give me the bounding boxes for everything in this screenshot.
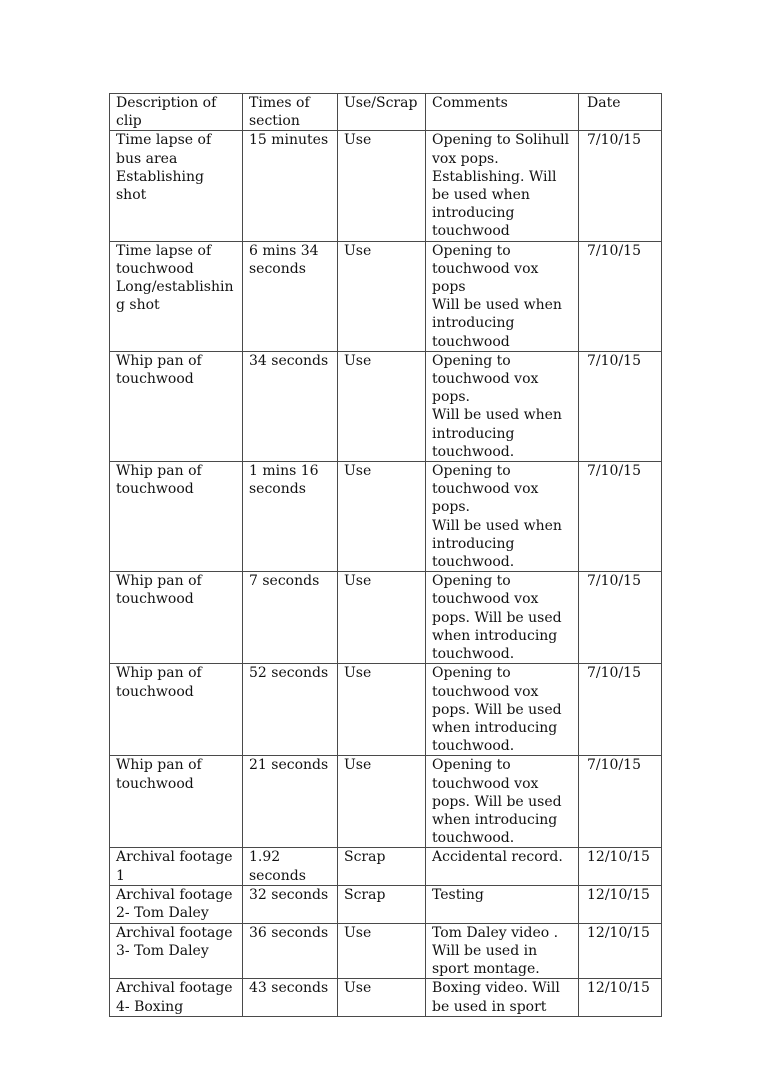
header-description: Description of clip	[110, 94, 243, 131]
cell-use-scrap: Scrap	[338, 885, 426, 923]
table-row	[110, 241, 662, 351]
header-use-scrap: Use/Scrap	[338, 94, 426, 131]
cell-time: 7 seconds	[243, 572, 338, 664]
table-row	[110, 885, 662, 923]
cell-comments: Testing	[426, 885, 579, 923]
cell-use-scrap: Use	[338, 664, 426, 756]
cell-comments: Opening to touchwood vox pops. Will be used when introducing touchwood.	[426, 756, 579, 848]
header-comments: Comments	[426, 94, 579, 131]
cell-time: 6 mins 34 seconds	[243, 241, 338, 351]
cell-use-scrap: Use	[338, 241, 426, 351]
cell-description: Whip pan of touchwood	[110, 462, 243, 572]
cell-date: 7/10/15	[579, 241, 662, 351]
cell-description: Whip pan of touchwood	[110, 351, 243, 461]
table-row	[110, 462, 662, 572]
table-row	[110, 756, 662, 848]
cell-comments: Opening to Solihull vox pops. Establishing. Will be used when introducing touchwood	[426, 131, 579, 241]
cell-time: 32 seconds	[243, 885, 338, 923]
table-row	[110, 848, 662, 885]
cell-description: Archival footage 1	[110, 848, 243, 885]
cell-use-scrap: Use	[338, 131, 426, 241]
table-row	[110, 572, 662, 664]
cell-description: Archival footage 4- Boxing	[110, 979, 243, 1016]
cell-description: Archival footage 3- Tom Daley	[110, 923, 243, 979]
cell-use-scrap: Use	[338, 979, 426, 1016]
cell-date: 7/10/15	[579, 756, 662, 848]
cell-description: Time lapse of touchwood Long/establishing shot	[110, 241, 243, 351]
table-row	[110, 351, 662, 461]
cell-use-scrap: Scrap	[338, 848, 426, 885]
header-date: Date	[579, 94, 662, 131]
cell-comments: Opening to touchwood vox pops. Will be used when introducing touchwood.	[426, 572, 579, 664]
cell-use-scrap: Use	[338, 462, 426, 572]
cell-comments: Tom Daley video . Will be used in sport montage.	[426, 923, 579, 979]
cell-time: 34 seconds	[243, 351, 338, 461]
cell-comments: Opening to touchwood vox pops. Will be used when introducing touchwood.	[426, 462, 579, 572]
cell-time: 43 seconds	[243, 979, 338, 1016]
cell-comments: Opening to touchwood vox pops. Will be used when introducing touchwood.	[426, 351, 579, 461]
cell-use-scrap: Use	[338, 923, 426, 979]
cell-time: 36 seconds	[243, 923, 338, 979]
cell-date: 7/10/15	[579, 572, 662, 664]
cell-description: Whip pan of touchwood	[110, 572, 243, 664]
cell-time: 52 seconds	[243, 664, 338, 756]
cell-comments: Opening to touchwood vox pops. Will be used when introducing touchwood.	[426, 664, 579, 756]
cell-date: 7/10/15	[579, 131, 662, 241]
header-row	[110, 94, 662, 131]
cell-time: 1.92 seconds	[243, 848, 338, 885]
cell-description: Time lapse of bus area Establishing shot	[110, 131, 243, 241]
cell-date: 12/10/15	[579, 885, 662, 923]
cell-time: 21 seconds	[243, 756, 338, 848]
cell-comments: Opening to touchwood vox pops Will be used when introducing touchwood	[426, 241, 579, 351]
cell-date: 7/10/15	[579, 351, 662, 461]
cell-comments: Boxing video. Will be used in sport	[426, 979, 579, 1016]
table-row	[110, 664, 662, 756]
header-time: Times of section	[243, 94, 338, 131]
cell-description: Archival footage 2- Tom Daley	[110, 885, 243, 923]
table-row	[110, 923, 662, 979]
table-row	[110, 131, 662, 241]
cell-date: 12/10/15	[579, 923, 662, 979]
footage-log-table	[109, 93, 662, 1017]
cell-time: 15 minutes	[243, 131, 338, 241]
cell-use-scrap: Use	[338, 572, 426, 664]
cell-description: Whip pan of touchwood	[110, 756, 243, 848]
table-row	[110, 979, 662, 1016]
cell-date: 7/10/15	[579, 462, 662, 572]
cell-use-scrap: Use	[338, 351, 426, 461]
cell-description: Whip pan of touchwood	[110, 664, 243, 756]
cell-date: 12/10/15	[579, 848, 662, 885]
cell-date: 12/10/15	[579, 979, 662, 1016]
cell-date: 7/10/15	[579, 664, 662, 756]
cell-use-scrap: Use	[338, 756, 426, 848]
cell-time: 1 mins 16 seconds	[243, 462, 338, 572]
cell-comments: Accidental record.	[426, 848, 579, 885]
